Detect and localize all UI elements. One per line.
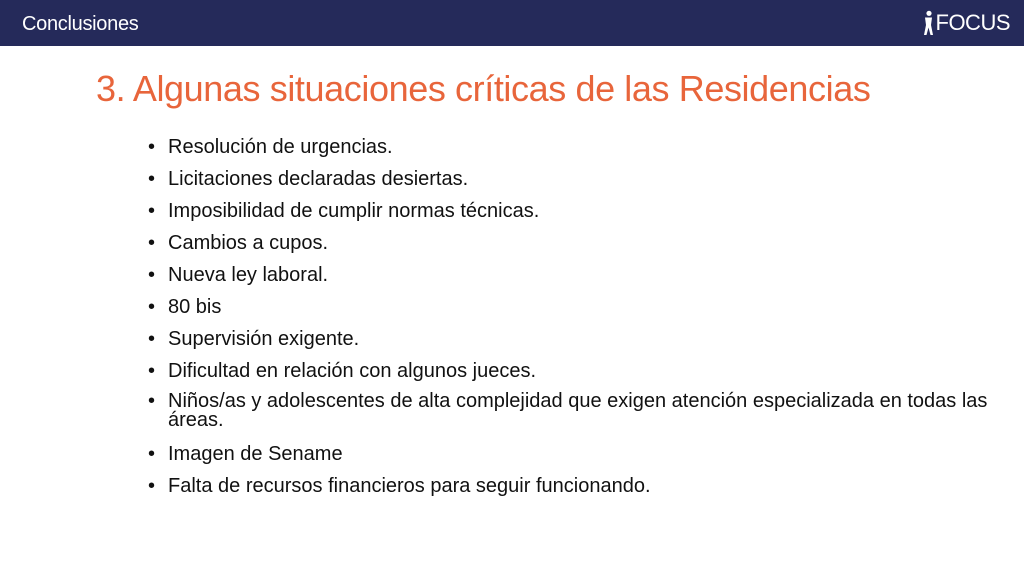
list-item-text: Niños/as y adolescentes de alta complejidad que exigen atención especializada en todas las áreas.	[168, 390, 988, 431]
bullet-icon: •	[148, 390, 156, 412]
logo-text: FOCUS	[935, 10, 1010, 35]
bullet-icon: •	[148, 443, 156, 465]
list-item	[146, 168, 1006, 191]
list-item	[146, 136, 1006, 159]
list-item-text: Resolución de urgencias.	[168, 136, 393, 158]
list-item-text: Nueva ley laboral.	[168, 264, 329, 286]
bullet-icon: •	[148, 475, 156, 497]
header-bar	[0, 0, 1024, 46]
bullet-list	[146, 136, 1006, 507]
focus-logo	[921, 9, 1011, 37]
focus-person-logo-icon	[921, 10, 935, 36]
list-item-text: Imagen de Sename	[168, 443, 343, 465]
bullet-icon: •	[148, 232, 156, 254]
list-item	[146, 264, 1006, 287]
list-item-text: 80 bis	[168, 296, 222, 318]
bullet-icon: •	[148, 264, 156, 286]
list-item	[146, 360, 1006, 383]
bullet-icon: •	[148, 168, 156, 190]
list-item	[146, 392, 1006, 430]
slide-title: 3. Algunas situaciones críticas de las Residencias	[96, 68, 871, 109]
list-item	[146, 200, 1006, 223]
list-item	[146, 475, 1006, 498]
list-item-text: Falta de recursos financieros para seguir funcionando.	[168, 475, 651, 497]
list-item	[146, 232, 1006, 255]
list-item-text: Supervisión exigente.	[168, 328, 360, 350]
section-label: Conclusiones	[22, 13, 139, 35]
list-item-text: Licitaciones declaradas desiertas.	[168, 168, 469, 190]
bullet-icon: •	[148, 360, 156, 382]
list-item-text: Imposibilidad de cumplir normas técnicas.	[168, 200, 540, 222]
bullet-icon: •	[148, 328, 156, 350]
list-item-text: Cambios a cupos.	[168, 232, 329, 254]
list-item	[146, 443, 1006, 466]
list-item-text: Dificultad en relación con algunos jueces.	[168, 360, 536, 382]
bullet-icon: •	[148, 200, 156, 222]
bullet-icon: •	[148, 296, 156, 318]
bullet-icon: •	[148, 136, 156, 158]
list-item	[146, 328, 1006, 351]
list-item	[146, 296, 1006, 319]
